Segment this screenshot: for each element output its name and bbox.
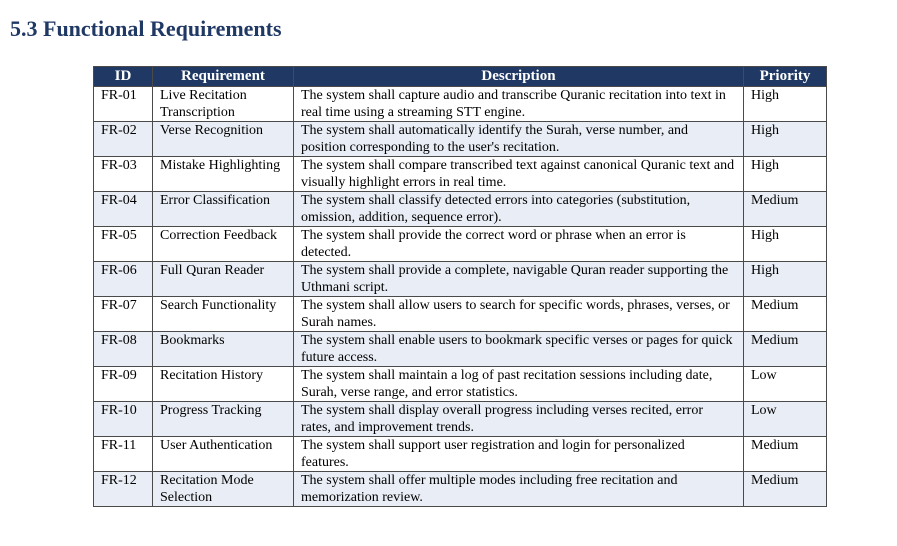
table-row [94, 262, 827, 297]
header-priority: Priority [744, 67, 827, 87]
cell-description: The system shall provide a complete, navigable Quran reader supporting the Uthmani script. [294, 262, 744, 297]
cell-requirement: Verse Recognition [153, 122, 294, 157]
cell-priority: High [744, 227, 827, 262]
cell-description: The system shall provide the correct word or phrase when an error is detected. [294, 227, 744, 262]
cell-priority: Medium [744, 297, 827, 332]
table-row [94, 472, 827, 507]
cell-requirement: Recitation History [153, 367, 294, 402]
cell-requirement: Live Recitation Transcription [153, 87, 294, 122]
cell-requirement: User Authentication [153, 437, 294, 472]
cell-description: The system shall classify detected errors into categories (substitution, omission, addition, sequence error). [294, 192, 744, 227]
cell-description: The system shall automatically identify the Surah, verse number, and position corresponding to the user's recitation. [294, 122, 744, 157]
header-description: Description [294, 67, 744, 87]
cell-description: The system shall compare transcribed text against canonical Quranic text and visually highlight errors in real time. [294, 157, 744, 192]
cell-priority: High [744, 87, 827, 122]
cell-requirement: Recitation Mode Selection [153, 472, 294, 507]
table-row [94, 87, 827, 122]
table-body [94, 87, 827, 507]
cell-requirement: Progress Tracking [153, 402, 294, 437]
cell-id: FR-02 [94, 122, 153, 157]
cell-requirement: Mistake Highlighting [153, 157, 294, 192]
cell-id: FR-09 [94, 367, 153, 402]
cell-id: FR-07 [94, 297, 153, 332]
cell-priority: Medium [744, 437, 827, 472]
cell-id: FR-08 [94, 332, 153, 367]
table-header [94, 67, 827, 87]
cell-priority: High [744, 122, 827, 157]
cell-priority: Low [744, 402, 827, 437]
cell-description: The system shall offer multiple modes including free recitation and memorization review. [294, 472, 744, 507]
table-row [94, 367, 827, 402]
header-row [94, 67, 827, 87]
cell-description: The system shall allow users to search for specific words, phrases, verses, or Surah names. [294, 297, 744, 332]
cell-requirement: Bookmarks [153, 332, 294, 367]
cell-description: The system shall maintain a log of past recitation sessions including date, Surah, verse range, and error statistics. [294, 367, 744, 402]
cell-priority: Medium [744, 472, 827, 507]
cell-requirement: Full Quran Reader [153, 262, 294, 297]
cell-id: FR-05 [94, 227, 153, 262]
cell-description: The system shall support user registration and login for personalized features. [294, 437, 744, 472]
cell-description: The system shall enable users to bookmark specific verses or pages for quick future access. [294, 332, 744, 367]
cell-priority: High [744, 157, 827, 192]
cell-description: The system shall capture audio and transcribe Quranic recitation into text in real time using a streaming STT engine. [294, 87, 744, 122]
cell-requirement: Search Functionality [153, 297, 294, 332]
cell-id: FR-06 [94, 262, 153, 297]
table-row [94, 122, 827, 157]
table-row [94, 332, 827, 367]
cell-priority: High [744, 262, 827, 297]
table-row [94, 437, 827, 472]
header-requirement: Requirement [153, 67, 294, 87]
cell-description: The system shall display overall progress including verses recited, error rates, and improvement trends. [294, 402, 744, 437]
section-title: 5.3 Functional Requirements [10, 16, 282, 41]
cell-id: FR-03 [94, 157, 153, 192]
table-row [94, 157, 827, 192]
cell-id: FR-12 [94, 472, 153, 507]
cell-priority: Medium [744, 192, 827, 227]
table-row [94, 297, 827, 332]
cell-priority: Low [744, 367, 827, 402]
table-row [94, 192, 827, 227]
cell-priority: Medium [744, 332, 827, 367]
cell-id: FR-11 [94, 437, 153, 472]
header-id: ID [94, 67, 153, 87]
cell-requirement: Error Classification [153, 192, 294, 227]
cell-id: FR-10 [94, 402, 153, 437]
cell-id: FR-04 [94, 192, 153, 227]
cell-id: FR-01 [94, 87, 153, 122]
cell-requirement: Correction Feedback [153, 227, 294, 262]
table-row [94, 227, 827, 262]
table-row [94, 402, 827, 437]
functional-requirements-table [93, 66, 827, 507]
